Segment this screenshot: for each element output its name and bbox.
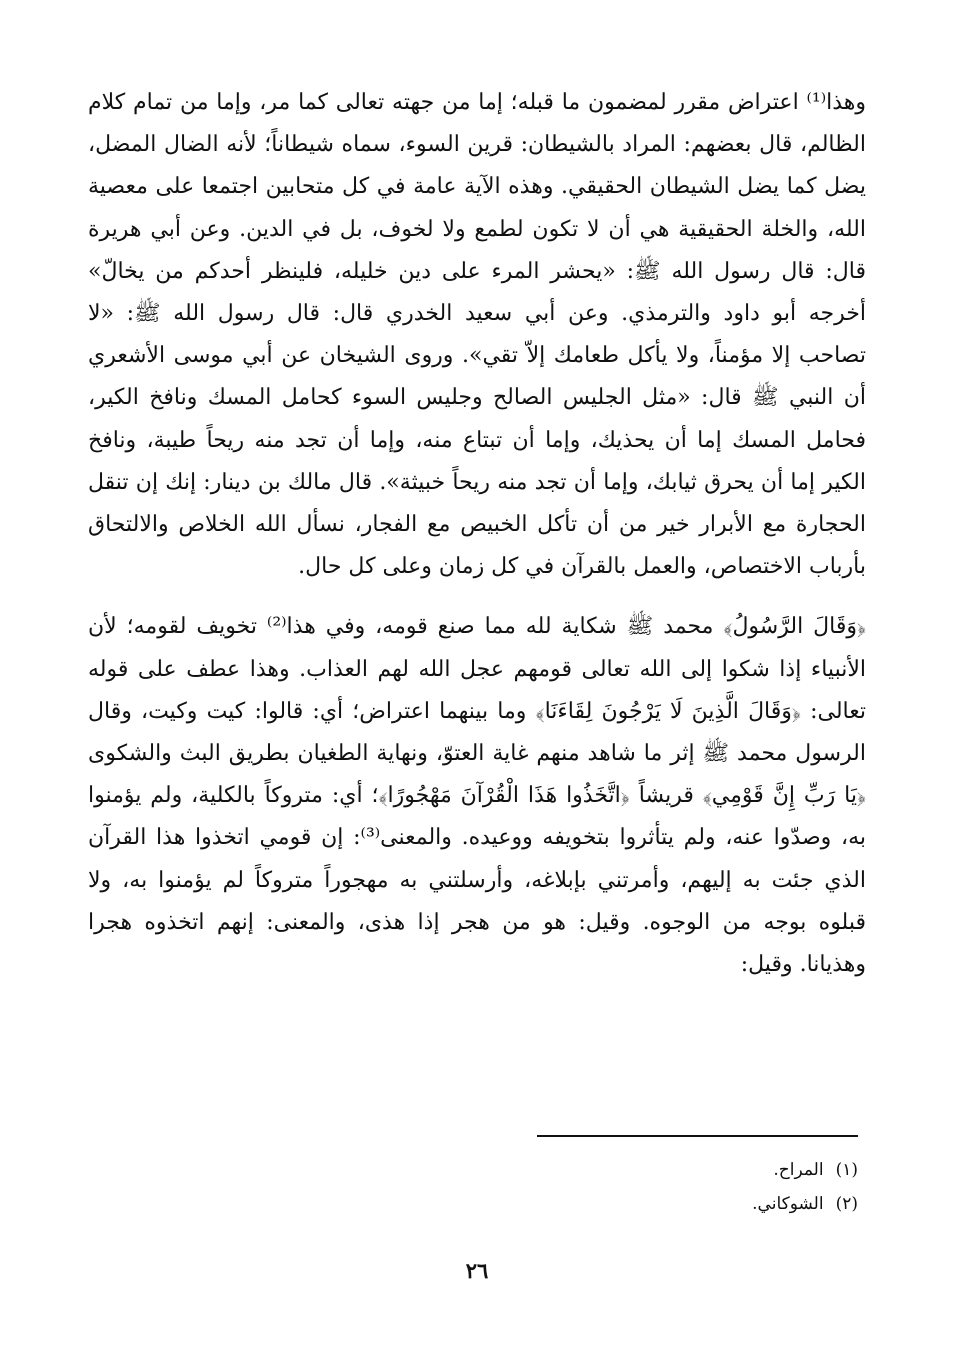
main-text — [88, 82, 866, 986]
footnote-1 — [480, 1153, 858, 1187]
footnote-2 — [480, 1187, 858, 1221]
footnote-2-mark: (٢) — [835, 1194, 858, 1214]
footnote-1-text: المراح. — [773, 1160, 824, 1180]
paragraph-1: وهذا⁽¹⁾ اعتراض مقرر لمضمون ما قبله؛ إما من جهته تعالى كما مر، وإما من تمام كلام الظالم، قال بعضهم: المراد بالشيطان: قرين السوء، سماه شيطاناً؛ لأنه الضال المضل، يضل كما يضل الشيطان الحقيقي. وهذه الآية عامة في كل متحابين اجتمعا على معصية الله، والخلة الحقيقية هي أن لا تكون لطمع ولا لخوف، بل في الدين. وعن أبي هريرة قال: قال رسول الله ﷺ: «يحشر المرء على دين خليله، فلينظر أحدكم من يخالّ» أخرجه أبو داود والترمذي. وعن أبي سعيد الخدري قال: قال رسول الله ﷺ: «لا تصاحب إلا مؤمناً، ولا يأكل طعامك إلاّ تقي». وروى الشيخان عن أبي موسى الأشعري أن النبي ﷺ قال: «مثل الجليس الصالح وجليس السوء كحامل المسك ونافخ الكير، فحامل المسك إما أن يحذيك، وإما أن تبتاع منه، وإما أن تجد منه ريحاً طيبة، ونافخ الكير إما أن يحرق ثيابك، وإما أن تجد منه ريحاً خبيثة». قال مالك بن دينار: إنك إن تنقل الحجارة مع الأبرار خير من أن تأكل الخبيص مع الفجار، نسأل الله الخلاص والالتحاق بأرباب الاختصاص، والعمل بالقرآن في كل زمان وعلى كل حال. — [88, 90, 866, 580]
footnote-1-mark: (١) — [835, 1160, 858, 1180]
footnote-separator — [537, 1135, 858, 1137]
paragraph-2: ﴿وَقَالَ الرَّسُولُ﴾ محمد ﷺ شكاية لله مما صنع قومه، وفي هذا⁽²⁾ تخويف لقومه؛ لأن الأنبياء إذا شكوا إلى الله تعالى قومهم عجل الله لهم العذاب. وهذا عطف على قوله تعالى: ﴿وَقَالَ الَّذِينَ لَا يَرْجُونَ لِقَاءَنَا﴾ وما بينهما اعتراض؛ أي: قالوا: كيت وكيت، وقال الرسول محمد ﷺ إثر ما شاهد منهم غاية العتوّ، ونهاية الطغيان بطريق البث والشكوى ﴿يَا رَبِّ إِنَّ قَوْمِي﴾ قريشاً ﴿اتَّخَذُوا هَذَا الْقُرْآنَ مَهْجُورًا﴾؛ أي: متروكاً بالكلية، ولم يؤمنوا به، وصدّوا عنه، ولم يتأثروا بتخويفه ووعيده. والمعنى⁽³⁾: إن قومي اتخذوا هذا القرآن الذي جئت به إليهم، وأمرتني بإبلاغه، وأرسلتني به مهجوراً متروكاً لم يؤمنوا به، ولا قبلوه بوجه من الوجوه. وقيل: هو من هجر إذا هذى، والمعنى: إنهم اتخذوه هجرا وهذيانا. وقيل: — [88, 614, 867, 978]
footnotes — [480, 1153, 858, 1221]
page-number: ٢٦ — [465, 1258, 489, 1283]
footnote-2-text: الشوكاني. — [752, 1194, 824, 1214]
